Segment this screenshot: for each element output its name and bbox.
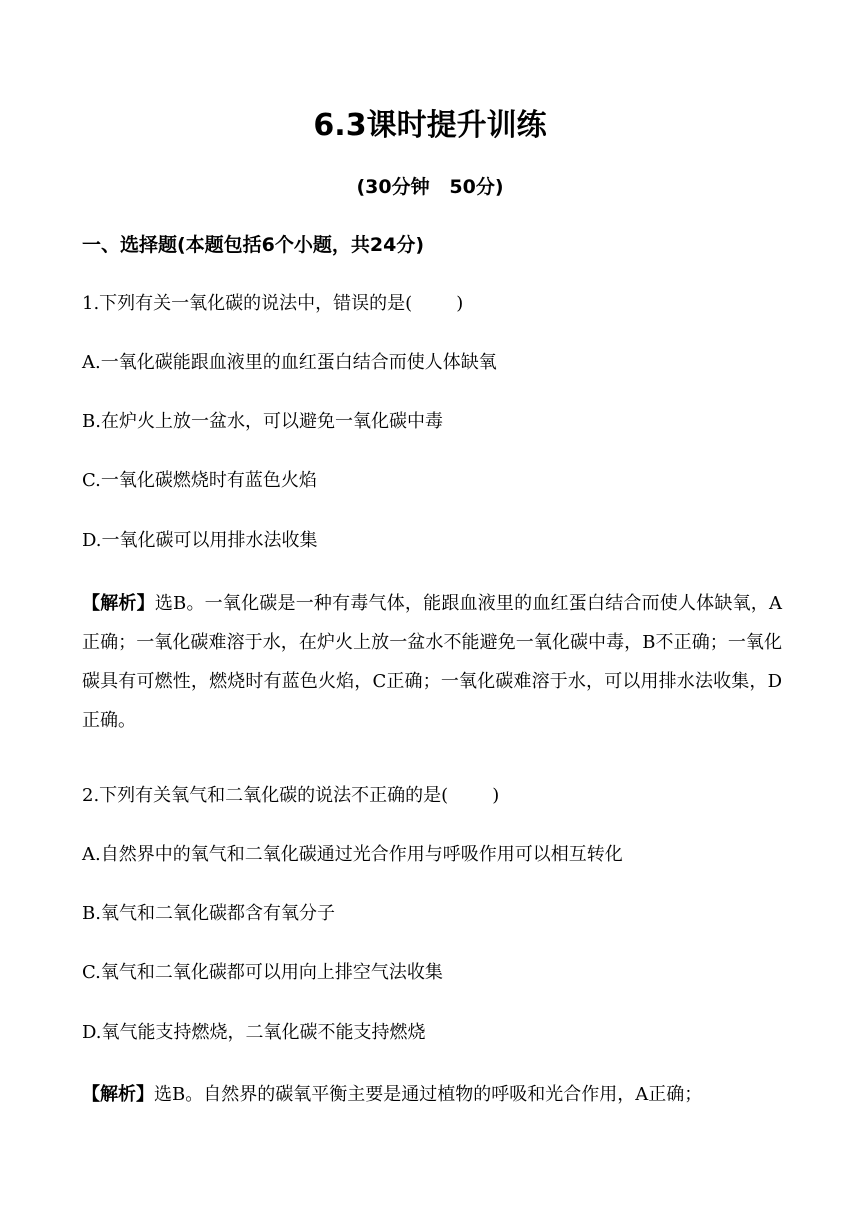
section-heading: 一、选择题(本题包括6个小题，共24分) bbox=[82, 234, 425, 256]
analysis-text: 选B。一氧化碳是一种有毒气体，能跟血液里的血红蛋白结合而使人体缺氧，A正确；一氧化碳难溶于水，在炉火上放一盆水不能避免一氧化碳中毒，B不正确；一氧化碳具有可燃性，燃烧时有蓝色火焰，C正确；一氧化碳难溶于水，可以用排水法收集，D正确。 bbox=[82, 593, 782, 731]
question-2-option-d: D.氧气能支持燃烧，二氧化碳不能支持燃烧 bbox=[82, 1022, 426, 1043]
question-1-option-b: B.在炉火上放一盆水，可以避免一氧化碳中毒 bbox=[82, 411, 443, 432]
question-1-stem bbox=[82, 290, 782, 318]
question-2-stem-text: 2.下列有关氧气和二氧化碳的说法不正确的是( bbox=[82, 785, 449, 806]
time-score-subtitle: (30分钟 50分) bbox=[356, 176, 504, 198]
question-1-option-c: C.一氧化碳燃烧时有蓝色火焰 bbox=[82, 470, 317, 491]
analysis-tag: 【解析】 bbox=[82, 1084, 154, 1105]
analysis-text: 选B。自然界的碳氧平衡主要是通过植物的呼吸和光合作用，A正确； bbox=[154, 1084, 703, 1105]
question-1-analysis bbox=[82, 584, 782, 740]
question-2-analysis bbox=[82, 1075, 782, 1114]
question-2-option-c: C.氧气和二氧化碳都可以用向上排空气法收集 bbox=[82, 962, 443, 983]
page-title: 6.3课时提升训练 bbox=[313, 108, 547, 143]
question-2-stem-close: ) bbox=[492, 785, 500, 806]
question-1-option-d: D.一氧化碳可以用排水法收集 bbox=[82, 530, 318, 551]
question-1-stem-text: 1.下列有关一氧化碳的说法中，错误的是( bbox=[82, 293, 413, 314]
analysis-tag: 【解析】 bbox=[82, 593, 155, 614]
question-1-stem-close: ) bbox=[456, 293, 464, 314]
question-1-option-a: A.一氧化碳能跟血液里的血红蛋白结合而使人体缺氧 bbox=[82, 352, 497, 373]
question-2-stem bbox=[82, 782, 782, 810]
question-2-option-a: A.自然界中的氧气和二氧化碳通过光合作用与呼吸作用可以相互转化 bbox=[82, 844, 623, 865]
question-2-option-b: B.氧气和二氧化碳都含有氧分子 bbox=[82, 903, 335, 924]
